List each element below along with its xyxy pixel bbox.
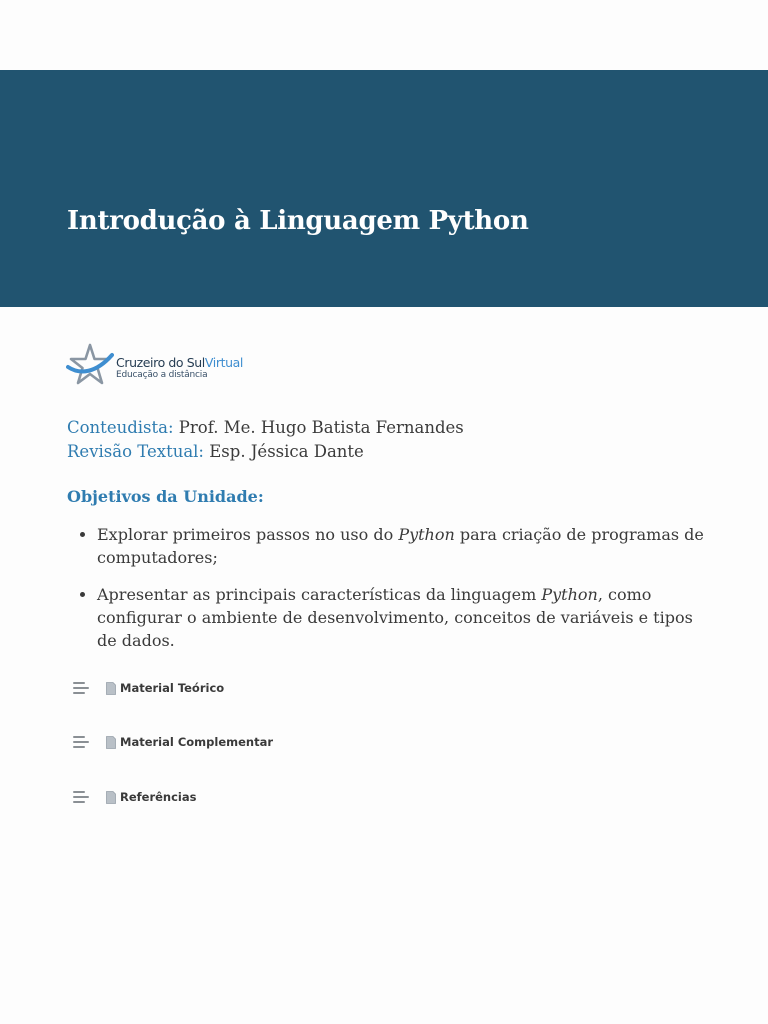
objective-text: , como configurar o ambiente de desenvolvimento, conceitos de variáveis e tipos de dados. xyxy=(97,585,693,650)
objective-text: Apresentar as principais características da linguagem xyxy=(97,585,542,604)
credits xyxy=(67,416,464,463)
objective-text: Explorar primeiros passos no uso do xyxy=(97,525,399,544)
logo-tagline: Educação a distância xyxy=(116,370,208,380)
document-icon xyxy=(106,682,116,695)
hamburger-icon xyxy=(73,735,91,749)
objectives-title: Objetivos da Unidade: xyxy=(67,487,264,506)
objective-text: para criação de programas de computadores; xyxy=(97,525,704,567)
document-icon xyxy=(106,736,116,749)
page-title: Introdução à Linguagem Python xyxy=(67,206,529,236)
objective-item xyxy=(97,523,707,569)
review-value: Esp. Jéssica Dante xyxy=(209,441,364,461)
cruzeiro-do-sul-logo xyxy=(66,343,243,389)
hamburger-icon xyxy=(73,790,91,804)
objectives-list xyxy=(67,523,707,666)
nav-item-label: Material Complementar xyxy=(120,735,274,749)
hamburger-icon xyxy=(73,681,91,695)
nav-item-referencias[interactable] xyxy=(73,786,373,808)
star-logo-icon xyxy=(66,343,114,389)
logo-name xyxy=(116,356,243,370)
logo-text xyxy=(116,356,243,381)
nav-item-material-complementar[interactable] xyxy=(73,731,373,753)
author-label: Conteudista: xyxy=(67,418,174,437)
review-line xyxy=(67,440,464,464)
objective-emphasis: Python xyxy=(398,525,455,544)
objective-item xyxy=(97,583,707,652)
logo-name-main: Cruzeiro do Sul xyxy=(116,355,205,370)
author-value: Prof. Me. Hugo Batista Fernandes xyxy=(178,418,464,437)
review-label: Revisão Textual: xyxy=(67,441,204,461)
nav-item-label: Material Teórico xyxy=(120,681,225,695)
author-line xyxy=(67,416,464,440)
nav-item-label: Referências xyxy=(120,790,197,804)
objective-emphasis: Python xyxy=(541,585,598,604)
logo-name-accent: Virtual xyxy=(204,355,243,370)
nav-item-material-teorico[interactable] xyxy=(73,677,373,699)
title-banner xyxy=(0,70,768,307)
document-icon xyxy=(106,791,116,804)
